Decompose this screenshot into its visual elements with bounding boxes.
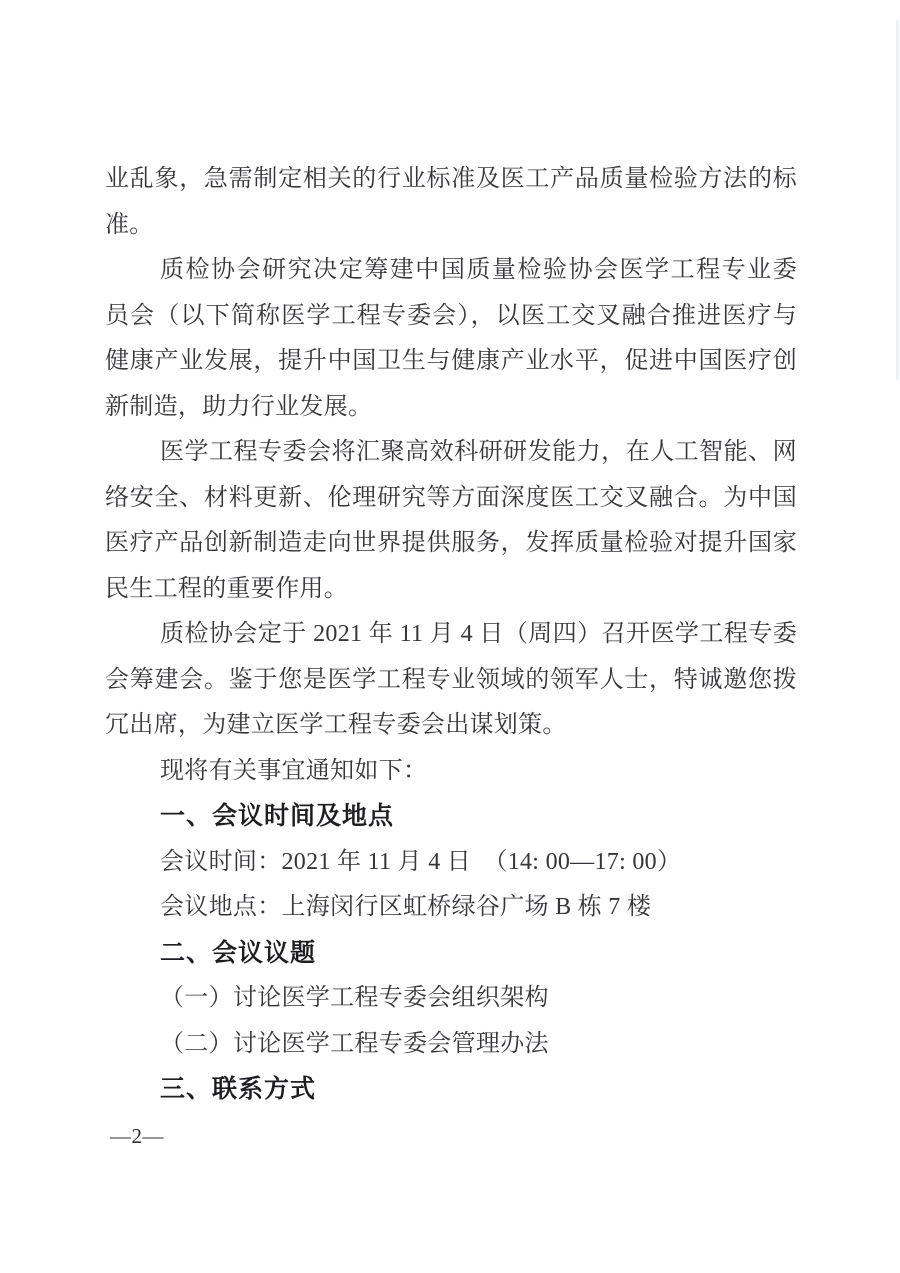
agenda-item-2: （二）讨论医学工程专委会管理办法 (160, 1030, 549, 1057)
meeting-time-line: 会议时间：2021 年 11 月 4 日 （14: 00—17: 00） (160, 848, 682, 875)
section-heading-agenda: 二、会议议题 (160, 938, 317, 967)
body-text-line: 会筹建会。鉴于您是医学工程专业领域的领军人士，特诚邀您拨 (105, 666, 797, 693)
body-text-line: 质检协会定于 2021 年 11 月 4 日（周四）召开医学工程专委 (160, 621, 797, 647)
body-text-line: 络安全、材料更新、伦理研究等方面深度医工交叉融合。为中国 (105, 484, 797, 511)
scan-edge-artifact (896, 20, 899, 380)
notice-intro-line: 现将有关事宜通知如下： (160, 757, 428, 784)
body-text-line: 新制造，助力行业发展。 (105, 393, 373, 420)
body-text-line: 员会（以下简称医学工程专委会），以医工交叉融合推进医疗与 (105, 302, 797, 329)
section-heading-time-location: 一、会议时间及地点 (160, 802, 395, 830)
body-text-line: 冗出席，为建立医学工程专委会出谋划策。 (105, 712, 567, 738)
body-text-line: 民生工程的重要作用。 (105, 575, 348, 602)
body-text-line: 医学工程专委会将汇聚高效科研研发能力，在人工智能、网 (160, 439, 797, 465)
page-number: —2— (110, 1124, 164, 1148)
body-text-line: 质检协会研究决定筹建中国质量检验协会医学工程专业委 (160, 257, 797, 283)
body-text-line: 健康产业发展，提升中国卫生与健康产业水平，促进中国医疗创 (105, 348, 797, 374)
section-heading-contact: 三、联系方式 (160, 1075, 317, 1103)
body-text-line: 准。 (105, 211, 154, 238)
body-text-line: 医疗产品创新制造走向世界提供服务，发挥质量检验对提升国家 (105, 530, 797, 556)
agenda-item-1: （一）讨论医学工程专委会组织架构 (160, 985, 549, 1011)
document-body (105, 157, 797, 1113)
meeting-location-line: 会议地点：上海闵行区虹桥绿谷广场 B 栋 7 楼 (160, 894, 652, 920)
body-text-line: 业乱象，急需制定相关的行业标准及医工产品质量检验方法的标 (105, 166, 797, 192)
